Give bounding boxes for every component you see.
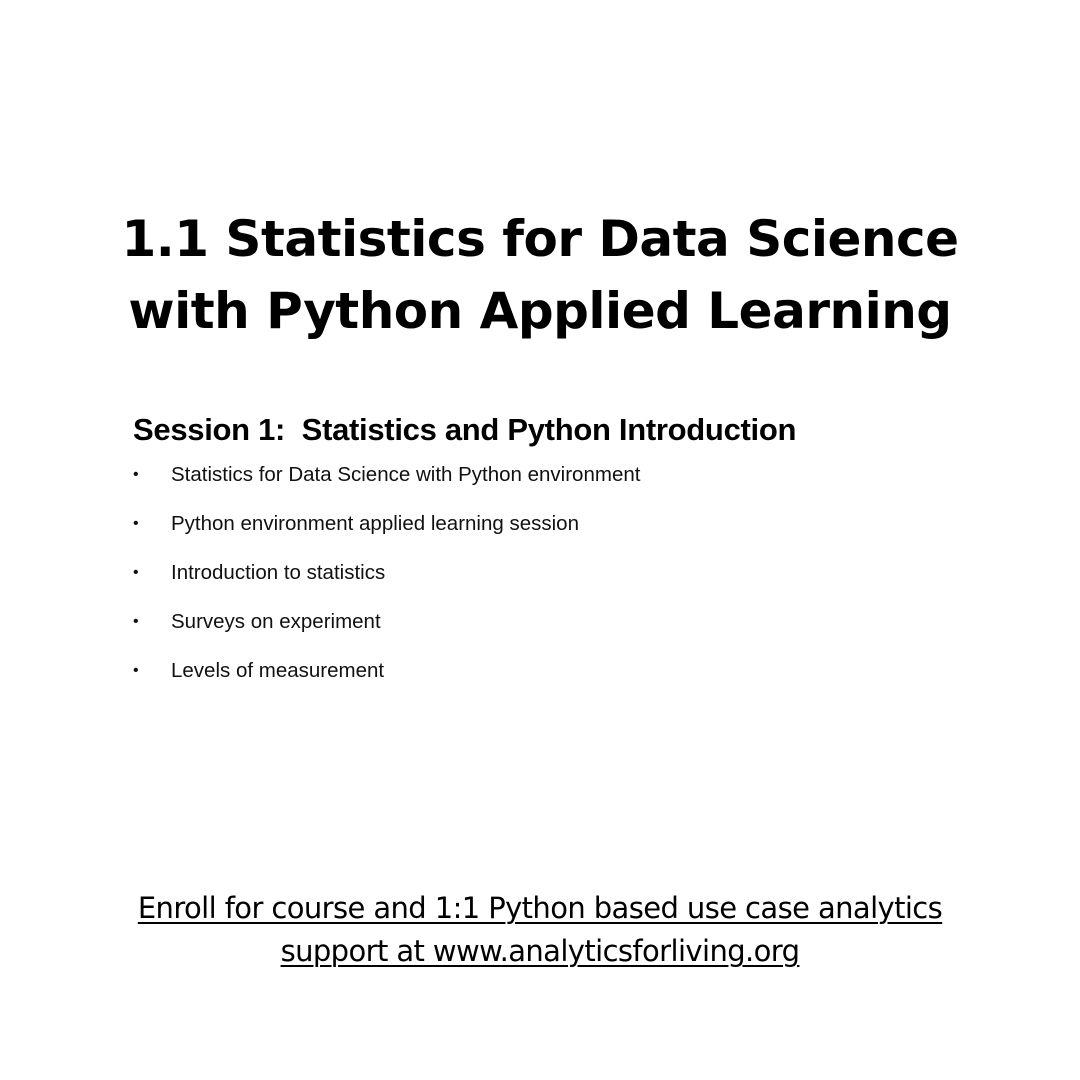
title-line-1: 1.1 Statistics for Data Science xyxy=(121,210,959,268)
bullet-icon: • xyxy=(133,662,139,679)
list-item-text: Python environment applied learning session xyxy=(171,512,579,535)
enroll-link-line-2[interactable]: support at www.analyticsforliving.org xyxy=(280,934,800,968)
list-item xyxy=(133,462,953,511)
list-item xyxy=(133,658,953,707)
list-item xyxy=(133,560,953,609)
bullet-icon: • xyxy=(133,564,139,581)
list-item-text: Surveys on experiment xyxy=(171,610,381,633)
enroll-call-to-action xyxy=(0,887,1080,973)
list-item-text: Statistics for Data Science with Python environment xyxy=(171,463,641,486)
bullet-icon: • xyxy=(133,613,139,630)
session-heading: Session 1: Statistics and Python Introduction xyxy=(133,412,797,447)
title-line-2: with Python Applied Learning xyxy=(128,282,952,340)
list-item-text: Introduction to statistics xyxy=(171,561,386,584)
list-item-text: Levels of measurement xyxy=(171,659,385,682)
list-item xyxy=(133,511,953,560)
session-section xyxy=(133,408,953,707)
bullet-icon: • xyxy=(133,515,139,532)
page-title xyxy=(0,203,1080,347)
session-topic-list xyxy=(133,462,953,707)
bullet-icon: • xyxy=(133,466,139,483)
list-item xyxy=(133,609,953,658)
enroll-link-line-1[interactable]: Enroll for course and 1:1 Python based use case analytics xyxy=(137,891,943,925)
